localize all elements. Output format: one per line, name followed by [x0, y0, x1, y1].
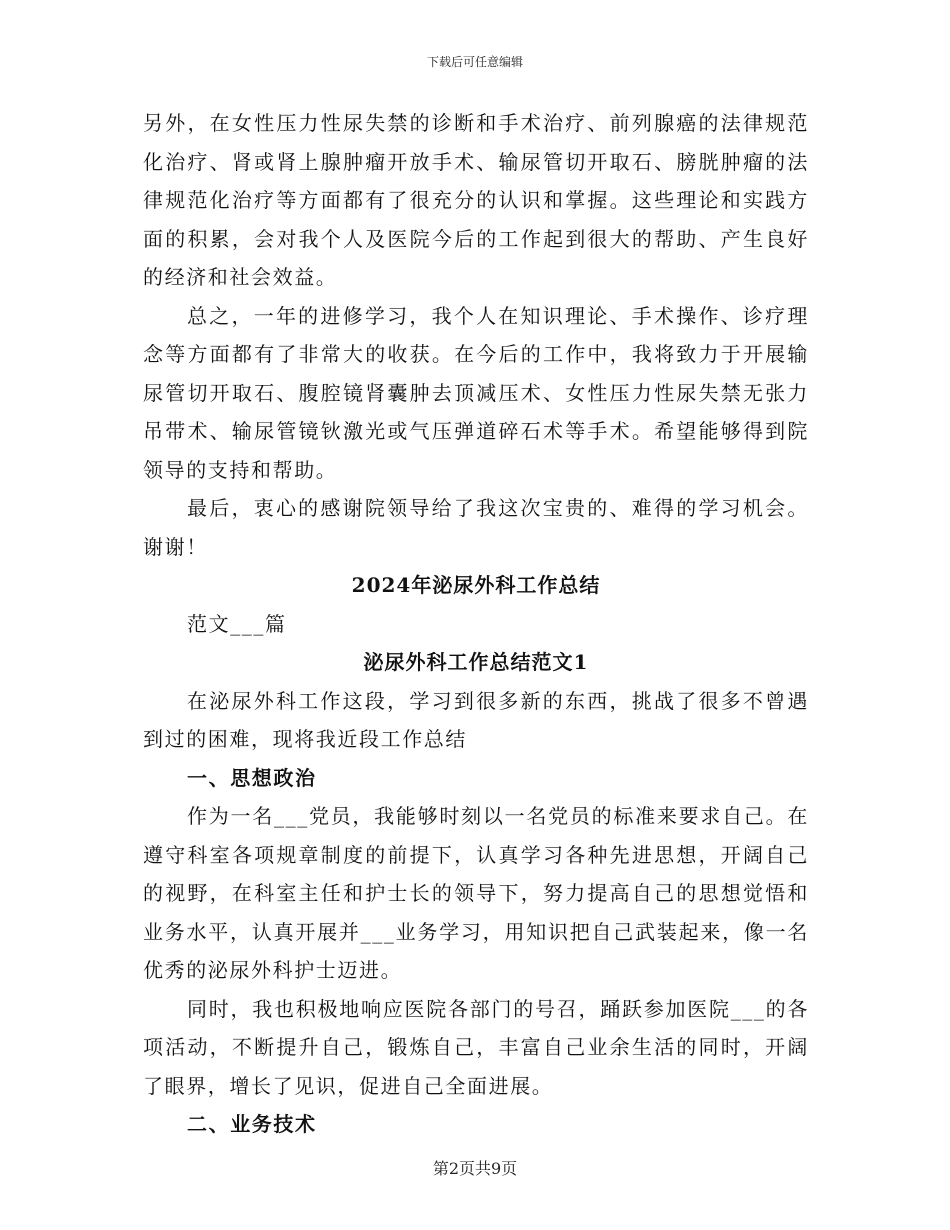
paragraph: 最后，衷心的感谢院领导给了我这次宝贵的、难得的学习机会。谢谢！ — [143, 496, 809, 559]
paragraph: 同时，我也积极地响应医院各部门的号召，踊跃参加医院___的各项活动，不断提升自己，锻炼自己，丰富自己业余生活的同时，开阔了眼界，增长了见识，促进自己全面进展。 — [143, 996, 809, 1098]
paragraph: 总之，一年的进修学习，我个人在知识理论、手术操作、诊疗理念等方面都有了非常大的收获。在今后的工作中，我将致力于开展输尿管切开取石、腹腔镜肾囊肿去顶减压术、女性压力性尿失禁无张力吊带术、输尿管镜钬激光或气压弹道碎石术等手术。希望能够得到院领导的支持和帮助。 — [143, 303, 809, 482]
page-header: 下载后可任意编辑 — [426, 55, 523, 69]
paragraph: 范文___篇 — [187, 611, 287, 636]
paragraph: 在泌尿外科工作这段，学习到很多新的东西，挑战了很多不曾遇到过的困难，现将我近段工作总结 — [143, 688, 809, 751]
document-title: 2024年泌尿外科工作总结 — [351, 573, 601, 597]
paragraph: 另外，在女性压力性尿失禁的诊断和手术治疗、前列腺癌的法律规范化治疗、肾或肾上腺肿瘤开放手术、输尿管切开取石、膀胱肿瘤的法律规范化治疗等方面都有了很充分的认识和掌握。这些理论和实践方面的积累，会对我个人及医院今后的工作起到很大的帮助、产生良好的经济和社会效益。 — [143, 111, 809, 289]
document-body — [143, 104, 809, 1144]
page-number: 第2页共9页 — [432, 1159, 518, 1178]
section-title: 泌尿外科工作总结范文1 — [363, 650, 589, 674]
paragraph: 作为一名___党员，我能够时刻以一名党员的标准来要求自己。在遵守科室各项规章制度的前提下，认真学习各种先进思想，开阔自己的视野，在科室主任和护士长的领导下，努力提高自己的思想觉悟和业务水平，认真开展并___业务学习，用知识把自己武装起来，像一名优秀的泌尿外科护士迈进。 — [143, 804, 809, 982]
section-heading: 一、思想政治 — [187, 765, 317, 790]
section-heading: 二、业务技术 — [187, 1112, 317, 1136]
